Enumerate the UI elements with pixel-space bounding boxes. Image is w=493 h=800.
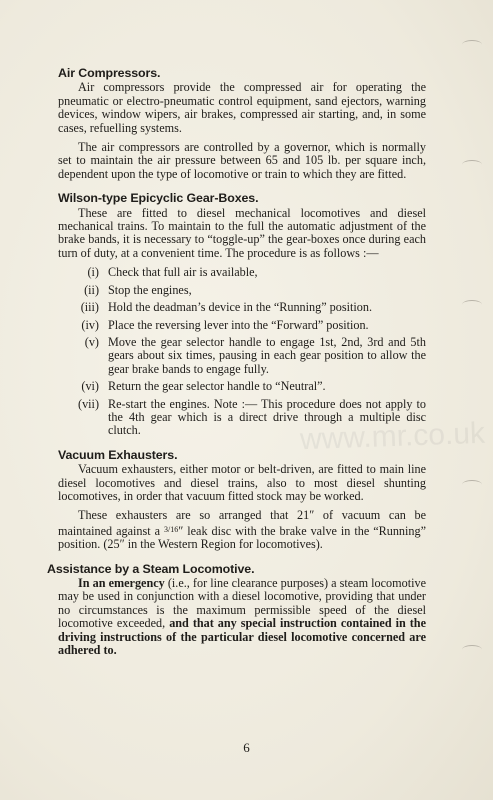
item-number: (iv) xyxy=(81,317,99,332)
item-text: Place the reversing lever into the “Forward” position. xyxy=(108,317,369,332)
list-item xyxy=(58,336,426,376)
fraction: 3/16 xyxy=(163,524,179,534)
list-item xyxy=(58,380,426,393)
bold-text: In an emergency xyxy=(78,576,165,590)
heading-vacuum-exhausters: Vacuum Exhausters. xyxy=(58,447,178,462)
page-content xyxy=(47,66,426,668)
list-item xyxy=(58,284,426,297)
paragraph xyxy=(58,509,426,551)
procedure-list xyxy=(58,266,426,437)
item-number: (v) xyxy=(84,334,99,349)
paragraph: Vacuum exhausters, either motor or belt-driven, are fitted to main line diesel locomotives and diesel trains, also to most diesel shunting locomotives, in order that vacuum fitted stock may be worked. xyxy=(58,462,426,503)
margin-mark xyxy=(462,645,482,654)
margin-mark xyxy=(462,160,482,169)
list-item xyxy=(58,398,426,438)
paragraph: These are fitted to diesel mechanical locomotives and diesel mechanical trains. To maintain to the full the automatic adjustment of the brake bands, it is necessary to “toggle-up” the gear-boxes once during each turn of duty, at a convenient time. The procedure is as follows :— xyxy=(58,205,426,260)
heading-steam-assistance: Assistance by a Steam Locomotive. xyxy=(47,561,255,576)
paragraph xyxy=(58,577,426,657)
item-number: (vi) xyxy=(81,379,99,394)
section-wilson-gearboxes xyxy=(58,192,426,438)
text-run: (i.e., for line clearance purposes) a steam locomotive may be used in conjunction with a diesel locomotive, providing that under no circumstances is the maximum permissible speed of the diesel locomotive exceeded, xyxy=(58,576,426,631)
item-text: Hold the deadman’s device in the “Running” position. xyxy=(108,300,373,315)
item-number: (i) xyxy=(87,265,99,280)
text-run: ″ leak disc with the brake valve in the “Running” position. (25″ in the Western Region for locomotives). xyxy=(58,523,426,552)
margin-mark xyxy=(462,40,482,49)
item-number: (vii) xyxy=(78,396,99,411)
heading-wilson-gearboxes: Wilson-type Epicyclic Gear-Boxes. xyxy=(58,191,259,206)
text-run: These exhausters are so arranged that 21″ of vacuum can be maintained against a xyxy=(58,508,426,538)
item-text: Move the gear selector handle to engage 1st, 2nd, 3rd and 5th gears about six times, pausing in each gear position to allow the gear brake bands to engage fully. xyxy=(108,334,426,376)
list-item xyxy=(58,266,426,279)
item-text: Stop the engines, xyxy=(108,282,192,297)
watermark: www.mr.co.uk xyxy=(299,416,486,457)
bold-text: and that any special instruction contained in the driving instructions of the particular diesel locomotive concerned are adhered to. xyxy=(58,616,426,658)
section-vacuum-exhausters xyxy=(58,449,426,552)
item-number: (ii) xyxy=(84,282,99,297)
paragraph: Air compressors provide the compressed air for operating the pneumatic or electro-pneumatic control equipment, sand ejectors, warning devices, window wipers, air brakes, compressed air starting, and, in some cases, refuelling systems. xyxy=(58,80,426,135)
item-text: Return the gear selector handle to “Neutral”. xyxy=(108,379,326,394)
list-item xyxy=(58,301,426,314)
margin-mark xyxy=(462,480,482,489)
paragraph: The air compressors are controlled by a governor, which is normally set to maintain the air pressure between 65 and 105 lb. per square inch, dependent upon the type of locomotive or train to which they are fitted. xyxy=(58,140,426,181)
list-item xyxy=(58,319,426,332)
item-text: Check that full air is available, xyxy=(108,265,258,280)
margin-mark xyxy=(462,300,482,309)
section-steam-assistance xyxy=(47,561,426,658)
section-air-compressors xyxy=(58,67,426,181)
heading-air-compressors: Air Compressors. xyxy=(58,66,161,80)
page-number: 6 xyxy=(243,740,250,755)
item-text: Re-start the engines. Note :— This procedure does not apply to the 4th gear which is a direct drive through a multiple disc clutch. xyxy=(108,396,426,438)
item-number: (iii) xyxy=(80,300,99,315)
